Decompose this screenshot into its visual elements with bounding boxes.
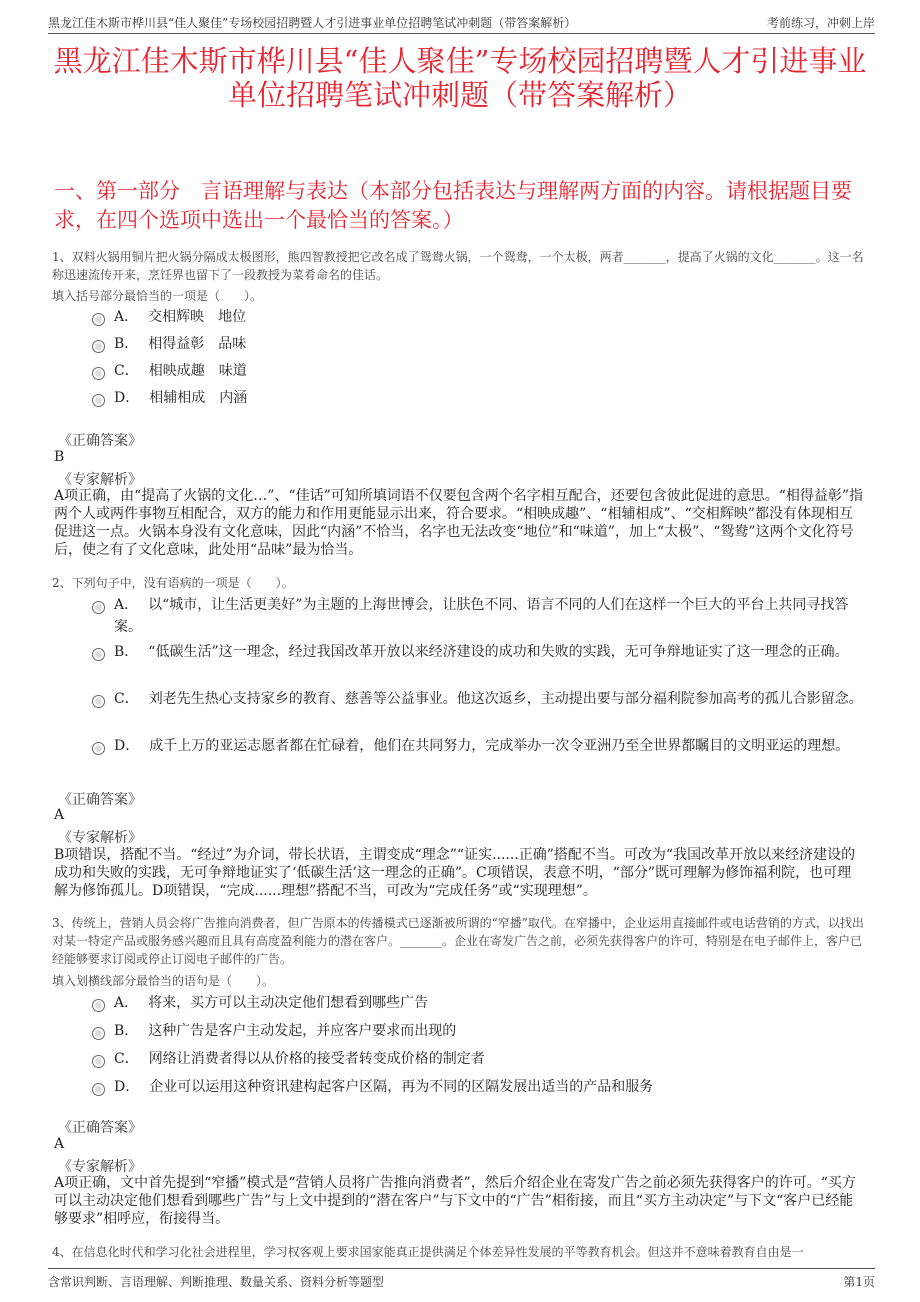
radio-icon[interactable] xyxy=(92,601,105,614)
radio-icon[interactable] xyxy=(92,340,105,353)
analysis-label: 《专家解析》 xyxy=(58,472,142,488)
radio-icon[interactable] xyxy=(92,394,105,407)
option-a[interactable]: A． 以“城市，让生活更美好”为主题的上海世博会，让肤色不同、语言不同的人们在这样一个巨大的平台上共同寻找答案。 xyxy=(90,594,864,641)
radio-icon[interactable] xyxy=(92,313,105,326)
question-3-answer: A xyxy=(54,1136,65,1152)
page-footer xyxy=(48,1268,875,1292)
option-c[interactable]: C． 网络让消费者得以从价格的接受者转变成价格的制定者 xyxy=(90,1048,864,1076)
radio-icon[interactable] xyxy=(92,1055,105,1068)
answer-label: 《正确答案》 xyxy=(58,792,142,808)
section-heading: 一、第一部分 言语理解与表达（本部分包括表达与理解两方面的内容。请根据题目要求，在四个选项中选出一个最恰当的答案。） xyxy=(54,179,852,232)
radio-icon[interactable] xyxy=(92,695,105,708)
radio-icon[interactable] xyxy=(92,742,105,755)
option-b[interactable]: B． 这种广告是客户主动发起，并应客户要求而出现的 xyxy=(90,1020,864,1048)
radio-icon[interactable] xyxy=(92,999,105,1012)
question-1-options xyxy=(90,306,864,414)
question-2-answer: A xyxy=(54,807,65,823)
question-3-options xyxy=(90,992,864,1104)
header-doc-title: 黑龙江佳木斯市桦川县“佳人聚佳”专场校园招聘暨人才引进事业单位招聘笔试冲刺题（带答案解析） xyxy=(48,16,577,30)
page-header xyxy=(48,12,875,34)
answer-label: 《正确答案》 xyxy=(58,1120,142,1136)
question-2-options xyxy=(90,594,864,782)
question-2-stem: 2、下列句子中，没有语病的一项是（ ）。 xyxy=(52,576,294,590)
page-number: 第1页 xyxy=(843,1275,875,1289)
option-d[interactable]: D． 企业可以运用这种资讯建构起客户区隔，再为不同的区隔发展出适当的产品和服务 xyxy=(90,1076,864,1104)
option-a[interactable]: A． 交相辉映 地位 xyxy=(90,306,864,333)
option-a[interactable]: A． 将来，买方可以主动决定他们想看到哪些广告 xyxy=(90,992,864,1020)
question-1-analysis: A项正确，由“提高了火锅的文化…”、“佳话”可知所填词语不仅要包含两个名字相互配合，还要包含彼此促进的意思。“相得益彰”指两个人或两件事物互相配合，双方的能力和作用更能显示出来，符合要求。“相映成趣”、“相辅相成”、“交相辉映”都没有体现相互促进这一点。火锅本身没有文化意味，因此“内涵”不恰当，名字也无法改变“地位”和“味道”，加上“太极”、“鸳鸯”这两个文化符号后，使之有了文化意味，此处用“品味”最为恰当。 xyxy=(54,488,864,558)
radio-icon[interactable] xyxy=(92,648,105,661)
option-c[interactable]: C． 相映成趣 味道 xyxy=(90,360,864,387)
question-1-answer: B xyxy=(54,449,65,465)
option-d[interactable]: D． 成千上万的亚运志愿者都在忙碌着，他们在共同努力，完成举办一次令亚洲乃至全世界都瞩目的文明亚运的理想。 xyxy=(90,735,864,782)
radio-icon[interactable] xyxy=(92,1027,105,1040)
question-2-analysis: B项错误，搭配不当。“经过”为介词，带长状语，主谓变成“理念”“证实......正确”搭配不当。可改为“我国改革开放以来经济建设的成功和失败的实践，无可争辩地证实了‘低碳生活’这一理念的正确”。C项错误，表意不明，“部分”既可理解为修饰福利院，也可理解为修饰孤儿。D项错误，“完成......理想”搭配不当，可改为“完成任务”或“实现理想”。 xyxy=(54,847,856,899)
question-4-stem: 4、在信息化时代和学习化社会进程里，学习权客观上要求国家能真正提供满足个体差异性发展的平等教育机会。但这并不意味着教育自由是一 xyxy=(52,1245,804,1259)
radio-icon[interactable] xyxy=(92,1083,105,1096)
footer-topics: 含常识判断、言语理解、判断推理、数量关系、资料分析等题型 xyxy=(48,1275,385,1289)
option-d[interactable]: D． 相辅相成 内涵 xyxy=(90,387,864,414)
question-3-prompt: 填入划横线部分最恰当的语句是（ ）。 xyxy=(52,974,275,988)
document-title: 黑龙江佳木斯市桦川县“佳人聚佳”专场校园招聘暨人才引进事业单位招聘笔试冲刺题（带答案解析） xyxy=(53,44,867,112)
option-b[interactable]: B． 相得益彰 品味 xyxy=(90,333,864,360)
header-slogan: 考前练习，冲刺上岸 xyxy=(766,16,875,30)
question-1-stem: 1、双料火锅用铜片把火锅分隔成太极图形，熊四智教授把它改名成了鸳鸯火锅，一个鸳鸯，一个太极，两者_______，提高了火锅的文化_______。这一名称迅速流传开来，烹饪界也留下了一段教授为菜肴命名的佳话。 xyxy=(52,250,864,282)
option-c[interactable]: C． 刘老先生热心支持家乡的教育、慈善等公益事业。他这次返乡，主动提出要与部分福利院参加高考的孤儿合影留念。 xyxy=(90,688,864,735)
question-3-analysis: A项正确，文中首先提到“窄播”模式是“营销人员将广告推向消费者”，然后介绍企业在寄发广告之前必须先获得客户的许可。“买方可以主动决定他们想看到哪些广告”与上文中提到的“潜在客户”与下文中的“广告”相衔接，而且“买方主动决定”与下文“客户已经能够要求”相呼应，衔接得当。 xyxy=(54,1175,856,1227)
question-1-prompt: 填入括号部分最恰当的一项是（ ）。 xyxy=(52,289,263,303)
question-3-stem: 3、传统上，营销人员会将广告推向消费者，但广告原本的传播模式已逐渐被所谓的“窄播”取代。在窄播中，企业运用直接邮件或电话营销的方式，以找出对某一特定产品或服务感兴趣而且具有高度盈利能力的潜在客户。_______。企业在寄发广告之前，必须先获得客户的许可，特别是在电子邮件上，客户已经能够要求订阅或停止订阅电子邮件的广告。 xyxy=(52,916,864,966)
analysis-label: 《专家解析》 xyxy=(58,830,142,846)
answer-label: 《正确答案》 xyxy=(58,433,142,449)
radio-icon[interactable] xyxy=(92,367,105,380)
analysis-label: 《专家解析》 xyxy=(58,1159,142,1175)
option-b[interactable]: B． “低碳生活”这一理念，经过我国改革开放以来经济建设的成功和失败的实践，无可争辩地证实了这一理念的正确。 xyxy=(90,641,864,688)
